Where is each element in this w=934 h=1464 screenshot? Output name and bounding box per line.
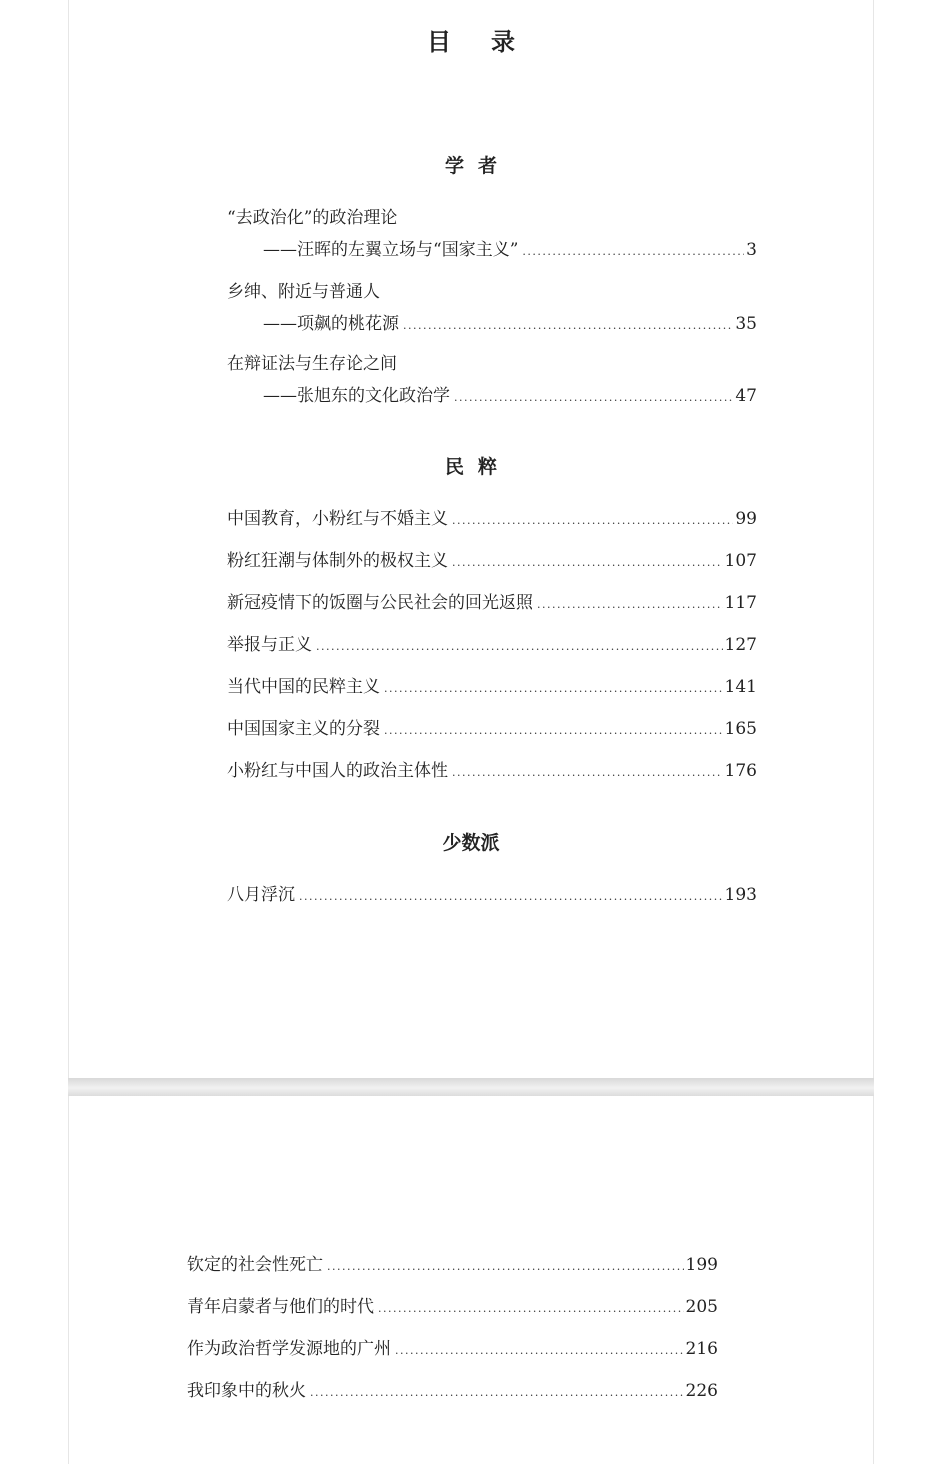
toc-entry-title: 八月浮沉 <box>227 885 295 905</box>
toc-entry-title: 小粉红与中国人的政治主体性 <box>227 761 448 781</box>
page-number: 176 <box>724 761 757 781</box>
toc-entry-row[interactable] <box>187 1295 718 1321</box>
page-number: 226 <box>685 1381 718 1401</box>
toc-entry-title: 新冠疫情下的饭圈与公民社会的回光返照 <box>227 593 533 613</box>
page-number: 47 <box>735 386 757 406</box>
page-number: 35 <box>735 314 757 334</box>
toc-entry-title: 青年启蒙者与他们的时代 <box>187 1297 374 1317</box>
dot-leader <box>384 677 723 701</box>
toc-entry-row[interactable] <box>263 312 757 338</box>
toc-entry-row[interactable] <box>227 507 757 533</box>
page-number: 193 <box>724 885 757 905</box>
toc-entry-title: 作为政治哲学发源地的广州 <box>187 1339 391 1359</box>
page-separator <box>68 1078 874 1096</box>
dot-leader <box>452 551 723 575</box>
page-number: 216 <box>685 1339 718 1359</box>
section-title-populism: 民粹 <box>444 456 511 478</box>
toc-entry-subtitle: ——张旭东的文化政治学 <box>263 386 450 406</box>
toc-entry-title: 粉红狂潮与体制外的极权主义 <box>227 551 448 571</box>
toc-entry-title[interactable]: 乡绅、附近与普通人 <box>227 282 380 302</box>
toc-page-1 <box>68 0 874 1078</box>
toc-entry-row[interactable] <box>227 549 757 575</box>
toc-entry-subtitle: ——项飙的桃花源 <box>263 314 399 334</box>
toc-entry-title: 中国教育，小粉红与不婚主义 <box>227 509 448 529</box>
page-number: 107 <box>724 551 757 571</box>
page-number: 3 <box>746 240 757 260</box>
toc-entry-row[interactable] <box>227 591 757 617</box>
toc-title: 目录 <box>427 27 555 56</box>
toc-entry-title[interactable]: 在辩证法与生存论之间 <box>227 354 397 374</box>
dot-leader <box>452 761 723 785</box>
section-title-scholars: 学者 <box>444 155 511 177</box>
toc-entry-row[interactable] <box>187 1253 718 1279</box>
toc-entry-title: 举报与正义 <box>227 635 312 655</box>
dot-leader <box>316 635 723 659</box>
page-number: 199 <box>685 1255 718 1275</box>
toc-entry-subtitle: ——汪晖的左翼立场与“国家主义” <box>263 240 519 260</box>
toc-entry-title: 钦定的社会性死亡 <box>187 1255 323 1275</box>
dot-leader <box>384 719 723 743</box>
toc-entry-row[interactable] <box>227 717 757 743</box>
toc-entry-title: 当代中国的民粹主义 <box>227 677 380 697</box>
dot-leader <box>454 386 733 410</box>
toc-entry-row[interactable] <box>227 759 757 785</box>
page-number: 99 <box>735 509 757 529</box>
toc-entry-row[interactable] <box>187 1337 718 1363</box>
toc-entry-row[interactable] <box>263 384 757 410</box>
page-number: 141 <box>724 677 757 697</box>
dot-leader <box>522 240 744 264</box>
toc-entry-title[interactable]: “去政治化”的政治理论 <box>227 208 398 228</box>
page-number: 205 <box>685 1297 718 1317</box>
toc-entry-title: 中国国家主义的分裂 <box>227 719 380 739</box>
toc-entry-row[interactable] <box>227 883 757 909</box>
dot-leader <box>403 314 733 338</box>
page-number: 165 <box>724 719 757 739</box>
toc-entry-title: 我印象中的秋火 <box>187 1381 306 1401</box>
dot-leader <box>395 1339 684 1363</box>
section-title-minority: 少数派 <box>442 832 500 854</box>
page-number: 117 <box>724 593 757 613</box>
page-number: 127 <box>724 635 757 655</box>
toc-entry-row[interactable] <box>187 1379 718 1405</box>
toc-entry-row[interactable] <box>227 633 757 659</box>
dot-leader <box>310 1381 684 1405</box>
dot-leader <box>537 593 723 617</box>
toc-entry-row[interactable] <box>227 675 757 701</box>
dot-leader <box>327 1255 684 1279</box>
dot-leader <box>378 1297 684 1321</box>
toc-entry-row[interactable] <box>263 238 757 264</box>
dot-leader <box>299 885 723 909</box>
toc-page-2 <box>68 1096 874 1464</box>
dot-leader <box>452 509 733 533</box>
